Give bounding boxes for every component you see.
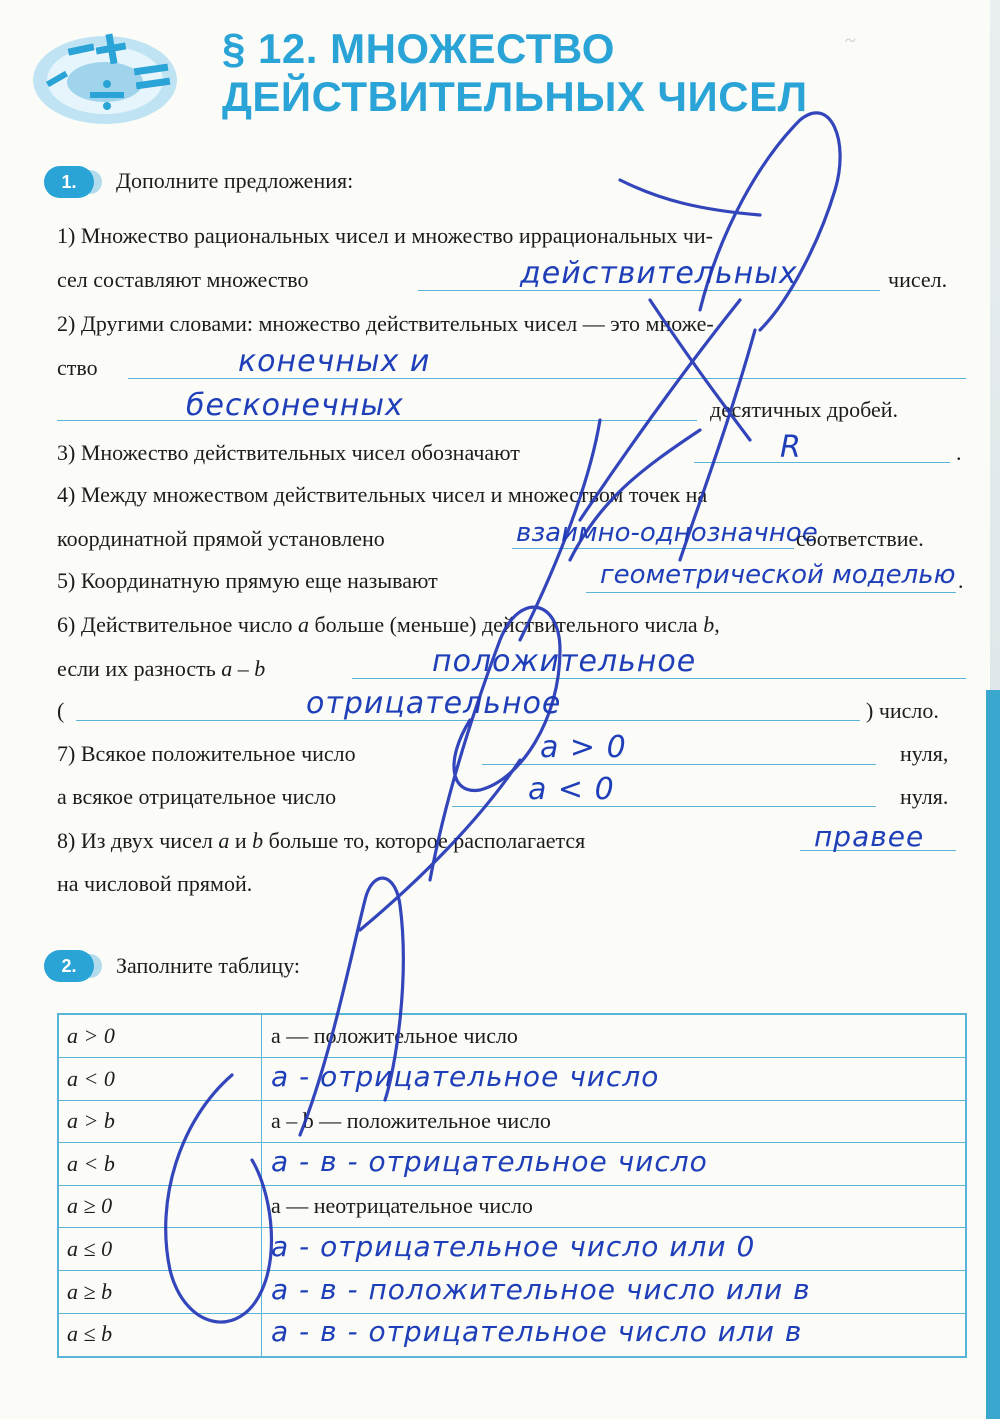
task-2-badge: 2.	[44, 950, 94, 982]
sentence-7-line-b-end: нуля.	[900, 784, 949, 809]
table-cell-printed-text: a — положительное число	[271, 1023, 518, 1048]
table-cell-condition: a > 0	[67, 1023, 115, 1048]
table-row	[59, 1185, 965, 1228]
answer-s4: взаимно-однозначное	[516, 518, 818, 548]
answer-line	[512, 548, 794, 549]
table-cell-handwritten-answer: a - отрицательное число	[271, 1059, 660, 1093]
table-row	[59, 1313, 965, 1356]
table-cell-handwritten-answer: a - в - отрицательное число или в	[271, 1315, 803, 1349]
section-title-line1: § 12. МНОЖЕСТВО	[222, 25, 615, 72]
sentence-6-line-b	[57, 656, 265, 682]
answer-s8: правее	[814, 820, 925, 853]
sentence-2-line-b: ство	[57, 355, 98, 380]
table-cell-condition: a > b	[67, 1108, 115, 1134]
text: ,	[714, 612, 720, 637]
table-row	[59, 1100, 965, 1143]
answer-s7-1: a > 0	[540, 730, 627, 765]
sentence-8-line-a	[57, 828, 585, 854]
sentence-5-end: .	[958, 568, 964, 593]
table-cell-printed-text: a — неотрицательное число	[271, 1193, 533, 1219]
sentence-1-line-b: сел составляют множество	[57, 267, 309, 292]
answer-line	[586, 592, 956, 593]
text: если их разность	[57, 656, 222, 681]
sentence-4-end: соответствие.	[796, 526, 924, 551]
variable-a: a	[218, 828, 230, 853]
answer-s7-2: a < 0	[528, 772, 615, 807]
table-row	[59, 1015, 965, 1058]
sentence-1-line-a: 1) Множество рациональных чисел и множество иррациональных чи-	[57, 223, 713, 248]
sentence-2-end: десятичных дробей.	[710, 397, 899, 422]
answer-line	[452, 806, 876, 807]
answer-s6-1: положительное	[432, 644, 697, 679]
answer-s2-1: конечных и	[238, 344, 431, 379]
page-edge-tab	[986, 690, 1000, 1419]
inequality-table	[57, 1013, 967, 1358]
table-cell-condition: a < 0	[67, 1065, 115, 1091]
task-2-instruction: Заполните таблицу:	[116, 953, 301, 978]
sentence-7-line-a: 7) Всякое положительное число	[57, 741, 356, 766]
answer-s3: R	[780, 430, 802, 465]
page-edge-top	[990, 0, 1000, 690]
answer-s6-2: отрицательное	[306, 686, 562, 721]
text: и	[229, 828, 253, 853]
text: больше то, которое располагается	[263, 828, 586, 853]
bleed-through-text: ~	[845, 30, 856, 52]
sentence-6-open: (	[57, 698, 65, 723]
sentence-6-line-a	[57, 612, 720, 638]
sentence-5: 5) Координатную прямую еще называют	[57, 568, 438, 593]
task-1-badge: 1.	[44, 166, 94, 198]
text: 6) Действительное число	[57, 612, 298, 637]
section-title-line2: ДЕЙСТВИТЕЛЬНЫХ ЧИСЕЛ	[222, 73, 808, 120]
table-row	[59, 1228, 965, 1271]
difference-expr: a – b	[221, 656, 266, 681]
variable-b: b	[252, 828, 264, 853]
sentence-1-end: чисел.	[888, 267, 948, 292]
text: больше (меньше) действительного числа	[308, 612, 704, 637]
task-1-instruction: Дополните предложения:	[116, 168, 354, 193]
math-signs-logo-icon	[30, 18, 180, 128]
sentence-8-line-b: на числовой прямой.	[57, 871, 253, 896]
sentence-7-line-a-end: нуля,	[900, 741, 949, 766]
answer-s2-2: бесконечных	[186, 388, 404, 423]
sentence-2-line-a: 2) Другими словами: множество действительных чисел — это множе-	[57, 311, 714, 336]
sentence-3-end: .	[956, 440, 962, 465]
table-cell-handwritten-answer: a - в - положительное число или в	[271, 1272, 811, 1306]
sentence-3: 3) Множество действительных чисел обозначают	[57, 440, 520, 465]
table-cell-condition: a < b	[67, 1150, 115, 1176]
variable-b: b	[703, 612, 715, 637]
table-cell-condition: a ≥ b	[67, 1278, 113, 1304]
table-cell-handwritten-answer: a - в - отрицательное число	[271, 1144, 708, 1178]
answer-line	[694, 462, 950, 463]
table-cell-condition: a ≤ 0	[67, 1236, 113, 1261]
table-row	[59, 1271, 965, 1314]
table-row	[59, 1143, 965, 1186]
table-cell-condition: a ≤ b	[67, 1321, 113, 1347]
table-cell-printed-text: a – b — положительное число	[271, 1108, 551, 1134]
sentence-6-end: ) число.	[866, 698, 939, 723]
variable-a: a	[297, 612, 309, 637]
table-row	[59, 1058, 965, 1101]
answer-s5: геометрической моделью	[600, 560, 956, 590]
sentence-7-line-b: а всякое отрицательное число	[57, 784, 337, 809]
table-cell-handwritten-answer: a - отрицательное число или 0	[271, 1230, 756, 1263]
sentence-4-line-b: координатной прямой установлено	[57, 526, 385, 551]
answer-s1: действительных	[520, 256, 798, 291]
table-cell-condition: a ≥ 0	[67, 1193, 113, 1219]
text: 8) Из двух чисел	[57, 828, 219, 853]
sentence-4-line-a: 4) Между множеством действительных чисел и множеством точек на	[57, 482, 708, 507]
